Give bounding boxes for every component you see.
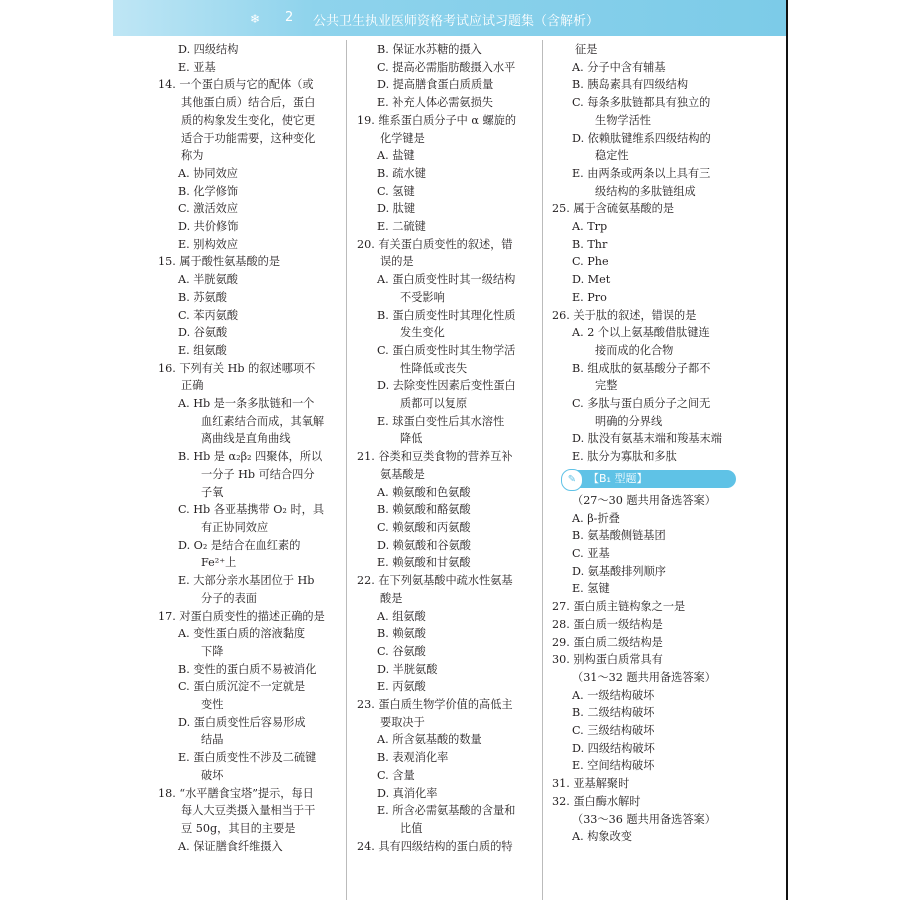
option-line: E. 空间结构破坏 <box>572 759 655 773</box>
page-edge-rule <box>786 0 788 900</box>
option-line: A. 蛋白质变性时其一级结构 <box>377 273 516 287</box>
option-line: 生物学活性 <box>595 113 651 127</box>
option-line: 血红素结合而成，其氧解 <box>201 414 325 428</box>
option-line: B. Hb 是 α₂β₂ 四聚体，所以 <box>178 450 323 464</box>
option-line: Fe²⁺上 <box>201 556 237 570</box>
question-continuation: 酸是 <box>380 591 403 605</box>
option-line: 级结构的多肽链组成 <box>595 184 696 198</box>
option-line: B. 保证水苏糖的摄入 <box>377 43 482 56</box>
option-line: B. 化学修饰 <box>178 184 239 198</box>
option-line: B. 苏氨酸 <box>178 290 227 304</box>
column-1 <box>158 41 325 855</box>
option-line: A. 赖氨酸和色氨酸 <box>377 485 471 499</box>
option-line: D. 去除变性因素后变性蛋白 <box>377 379 516 393</box>
option-line: B. 赖氨酸 <box>377 627 426 641</box>
option-line: C. 激活效应 <box>178 202 239 216</box>
question-continuation: 化学键是 <box>380 131 425 145</box>
question-line: 26. 关于肽的叙述，错误的是 <box>552 308 697 322</box>
question-continuation: 要取决于 <box>380 715 425 729</box>
option-line: D. 半胱氨酸 <box>377 662 438 676</box>
option-line: 不受影响 <box>400 290 445 304</box>
question-line: 30. 别构蛋白质常具有 <box>552 653 663 667</box>
question-continuation: 正确 <box>181 379 204 393</box>
option-line: 变性 <box>201 698 224 712</box>
option-line: A. 2 个以上氨基酸借肽键连 <box>572 326 710 340</box>
question-line: 14. 一个蛋白质与它的配体（或 <box>158 78 314 92</box>
option-line: C. 蛋白质变性时其生物学活 <box>377 343 516 357</box>
question-continuation: 适合于功能需要，这种变化 <box>181 131 316 145</box>
option-line: E. 亚基 <box>178 60 216 74</box>
question-line: 19. 维系蛋白质分子中 α 螺旋的 <box>357 113 517 127</box>
option-line: 明确的分界线 <box>595 414 663 428</box>
option-line: 完整 <box>595 379 618 393</box>
option-line: B. 变性的蛋白质不易被消化 <box>178 662 317 676</box>
book-title: 公共卫生执业医师资格考试应试习题集（含解析） <box>313 14 600 29</box>
option-line: D. 蛋白质变性后容易形成 <box>178 715 306 729</box>
option-line: E. Pro <box>572 290 607 304</box>
column-divider <box>346 40 347 900</box>
option-line: E. 肽分为寡肽和多肽 <box>572 450 677 464</box>
option-line: A. 组氨酸 <box>377 609 426 623</box>
option-line: E. 氢键 <box>572 582 610 596</box>
column-2 <box>357 41 516 855</box>
option-line: D. 肽没有氨基末端和羧基末端 <box>572 432 722 446</box>
column-3 <box>552 41 736 846</box>
shared-options-note: （27～30 题共用备选答案） <box>572 493 716 507</box>
question-continuation: 误的是 <box>380 255 414 269</box>
option-line: C. Hb 各亚基携带 O₂ 时，具 <box>178 503 325 517</box>
question-continuation: 每人大豆类摄入量相当于干 <box>181 804 316 818</box>
page-header <box>113 0 787 36</box>
option-line: A. 分子中含有辅基 <box>572 60 666 74</box>
option-line: C. 含量 <box>377 768 415 782</box>
option-line: E. 蛋白质变性不涉及二硫键 <box>178 751 317 765</box>
option-line: C. 蛋白质沉淀不一定就是 <box>178 680 306 694</box>
option-line: E. 赖氨酸和甘氨酸 <box>377 556 471 570</box>
question-line: 27. 蛋白质主链构象之一是 <box>552 600 686 614</box>
option-line: C. 多肽与蛋白质分子之间无 <box>572 397 711 411</box>
option-line: A. 一级结构破坏 <box>572 688 655 702</box>
option-line: 比值 <box>400 821 423 835</box>
pencil-icon: ✎ <box>561 469 583 491</box>
option-line: A. β-折叠 <box>572 511 620 525</box>
question-line: 31. 亚基解聚时 <box>552 777 630 791</box>
option-line: B. 组成肽的氨基酸分子都不 <box>572 361 711 375</box>
question-continuation: 豆 50g，其目的主要是 <box>181 821 296 835</box>
section-heading-b1 <box>564 470 736 488</box>
option-line: C. 三级结构破坏 <box>572 724 655 738</box>
option-line: A. 所含氨基酸的数量 <box>377 733 482 747</box>
option-line: E. 丙氨酸 <box>377 680 426 694</box>
option-line: 发生变化 <box>400 326 445 340</box>
option-line: A. 变性蛋白质的溶液黏度 <box>178 627 306 641</box>
option-line: C. 苯丙氨酸 <box>178 308 239 322</box>
option-line: D. 真消化率 <box>377 786 438 800</box>
question-continuation: 征是 <box>575 43 598 56</box>
question-continuation: 其他蛋白质）结合后，蛋白 <box>181 96 316 110</box>
option-line: B. 胰岛素具有四级结构 <box>572 78 689 92</box>
question-continuation: 称为 <box>181 149 204 163</box>
option-line: C. 谷氨酸 <box>377 644 426 658</box>
option-line: C. 亚基 <box>572 546 610 560</box>
page-number: 2 <box>285 10 294 25</box>
option-line: D. 共价修饰 <box>178 220 239 234</box>
question-continuation: 氨基酸是 <box>380 467 425 481</box>
option-line: A. 盐键 <box>377 149 415 163</box>
option-line: B. 二级结构破坏 <box>572 706 655 720</box>
shared-options-note: （31～32 题共用备选答案） <box>572 670 716 684</box>
question-continuation: 质的构象发生变化，使它更 <box>181 113 316 127</box>
option-line: 下降 <box>201 644 224 658</box>
question-line: 17. 对蛋白质变性的描述正确的是 <box>158 609 325 623</box>
option-line: E. 别构效应 <box>178 237 239 251</box>
shared-options-note: （33～36 题共用备选答案） <box>572 812 716 826</box>
column-divider <box>542 40 543 900</box>
option-line: D. 四级结构 <box>178 43 239 56</box>
question-line: 22. 在下列氨基酸中疏水性氨基 <box>357 574 513 588</box>
question-line: 18. “水平膳食宝塔”提示，每日 <box>158 786 314 800</box>
option-line: A. 构象改变 <box>572 830 632 844</box>
option-line: 破坏 <box>201 768 224 782</box>
option-line: 分子的表面 <box>201 591 257 605</box>
option-line: B. 表观消化率 <box>377 751 449 765</box>
option-line: D. O₂ 是结合在血红素的 <box>178 538 301 552</box>
option-line: E. 组氨酸 <box>178 343 227 357</box>
option-line: 降低 <box>400 432 423 446</box>
option-line: E. 补充人体必需氨损失 <box>377 96 493 110</box>
option-line: E. 大部分亲水基团位于 Hb <box>178 574 315 588</box>
question-line: 32. 蛋白酶水解时 <box>552 794 641 808</box>
option-line: B. 赖氨酸和酪氨酸 <box>377 503 471 517</box>
option-line: A. 保证膳食纤维摄入 <box>178 839 283 853</box>
option-line: E. 所含必需氨基酸的含量和 <box>377 804 516 818</box>
question-line: 20. 有关蛋白质变性的叙述，错 <box>357 237 513 251</box>
option-line: D. 四级结构破坏 <box>572 741 655 755</box>
option-line: B. 疏水键 <box>377 166 426 180</box>
option-line: C. Phe <box>572 255 609 269</box>
option-line: 性降低或丧失 <box>400 361 468 375</box>
option-line: D. 赖氨酸和谷氨酸 <box>377 538 471 552</box>
option-line: 一分子 Hb 可结合四分 <box>201 467 315 481</box>
option-line: D. Met <box>572 273 611 287</box>
question-line: 29. 蛋白质二级结构是 <box>552 635 663 649</box>
option-line: D. 提高膳食蛋白质质量 <box>377 78 494 92</box>
option-line: C. 氢键 <box>377 184 415 198</box>
question-line: 25. 属于含硫氨基酸的是 <box>552 202 675 216</box>
question-line: 23. 蛋白质生物学价值的高低主 <box>357 698 513 712</box>
option-line: A. 半胱氨酸 <box>178 273 238 287</box>
option-line: 子氧 <box>201 485 224 499</box>
option-line: 接而成的化合物 <box>595 343 674 357</box>
option-line: B. 氨基酸侧链基团 <box>572 529 666 543</box>
option-line: 质都可以复原 <box>400 397 468 411</box>
question-line: 15. 属于酸性氨基酸的是 <box>158 255 281 269</box>
option-line: C. 提高必需脂肪酸摄入水平 <box>377 60 516 74</box>
option-line: E. 由两条或两条以上具有三 <box>572 166 711 180</box>
option-line: C. 每条多肽链都具有独立的 <box>572 96 711 110</box>
option-line: E. 二硫键 <box>377 220 426 234</box>
option-line: A. Trp <box>572 220 608 234</box>
option-line: 结晶 <box>201 733 224 747</box>
option-line: B. 蛋白质变性时其理化性质 <box>377 308 516 322</box>
option-line: D. 肽键 <box>377 202 416 216</box>
snowflake-icon: ❄ <box>250 12 261 26</box>
option-line: D. 依赖肽键维系四级结构的 <box>572 131 711 145</box>
question-line: 28. 蛋白质一级结构是 <box>552 617 663 631</box>
option-line: A. Hb 是一条多肽链和一个 <box>178 397 315 411</box>
option-line: B. Thr <box>572 237 608 251</box>
option-line: D. 谷氨酸 <box>178 326 228 340</box>
option-line: 有正协同效应 <box>201 520 269 534</box>
option-line: 离曲线是直角曲线 <box>201 432 291 446</box>
option-line: C. 赖氨酸和丙氨酸 <box>377 520 471 534</box>
question-line: 24. 具有四级结构的蛋白质的特 <box>357 839 513 853</box>
option-line: D. 氨基酸排列顺序 <box>572 564 666 578</box>
section-label: 【B₁ 型题】 <box>588 471 648 485</box>
question-line: 16. 下列有关 Hb 的叙述哪项不 <box>158 361 316 375</box>
option-line: A. 协同效应 <box>178 166 238 180</box>
question-line: 21. 谷类和豆类食物的营养互补 <box>357 450 513 464</box>
option-line: E. 球蛋白变性后其水溶性 <box>377 414 505 428</box>
option-line: 稳定性 <box>595 149 629 163</box>
